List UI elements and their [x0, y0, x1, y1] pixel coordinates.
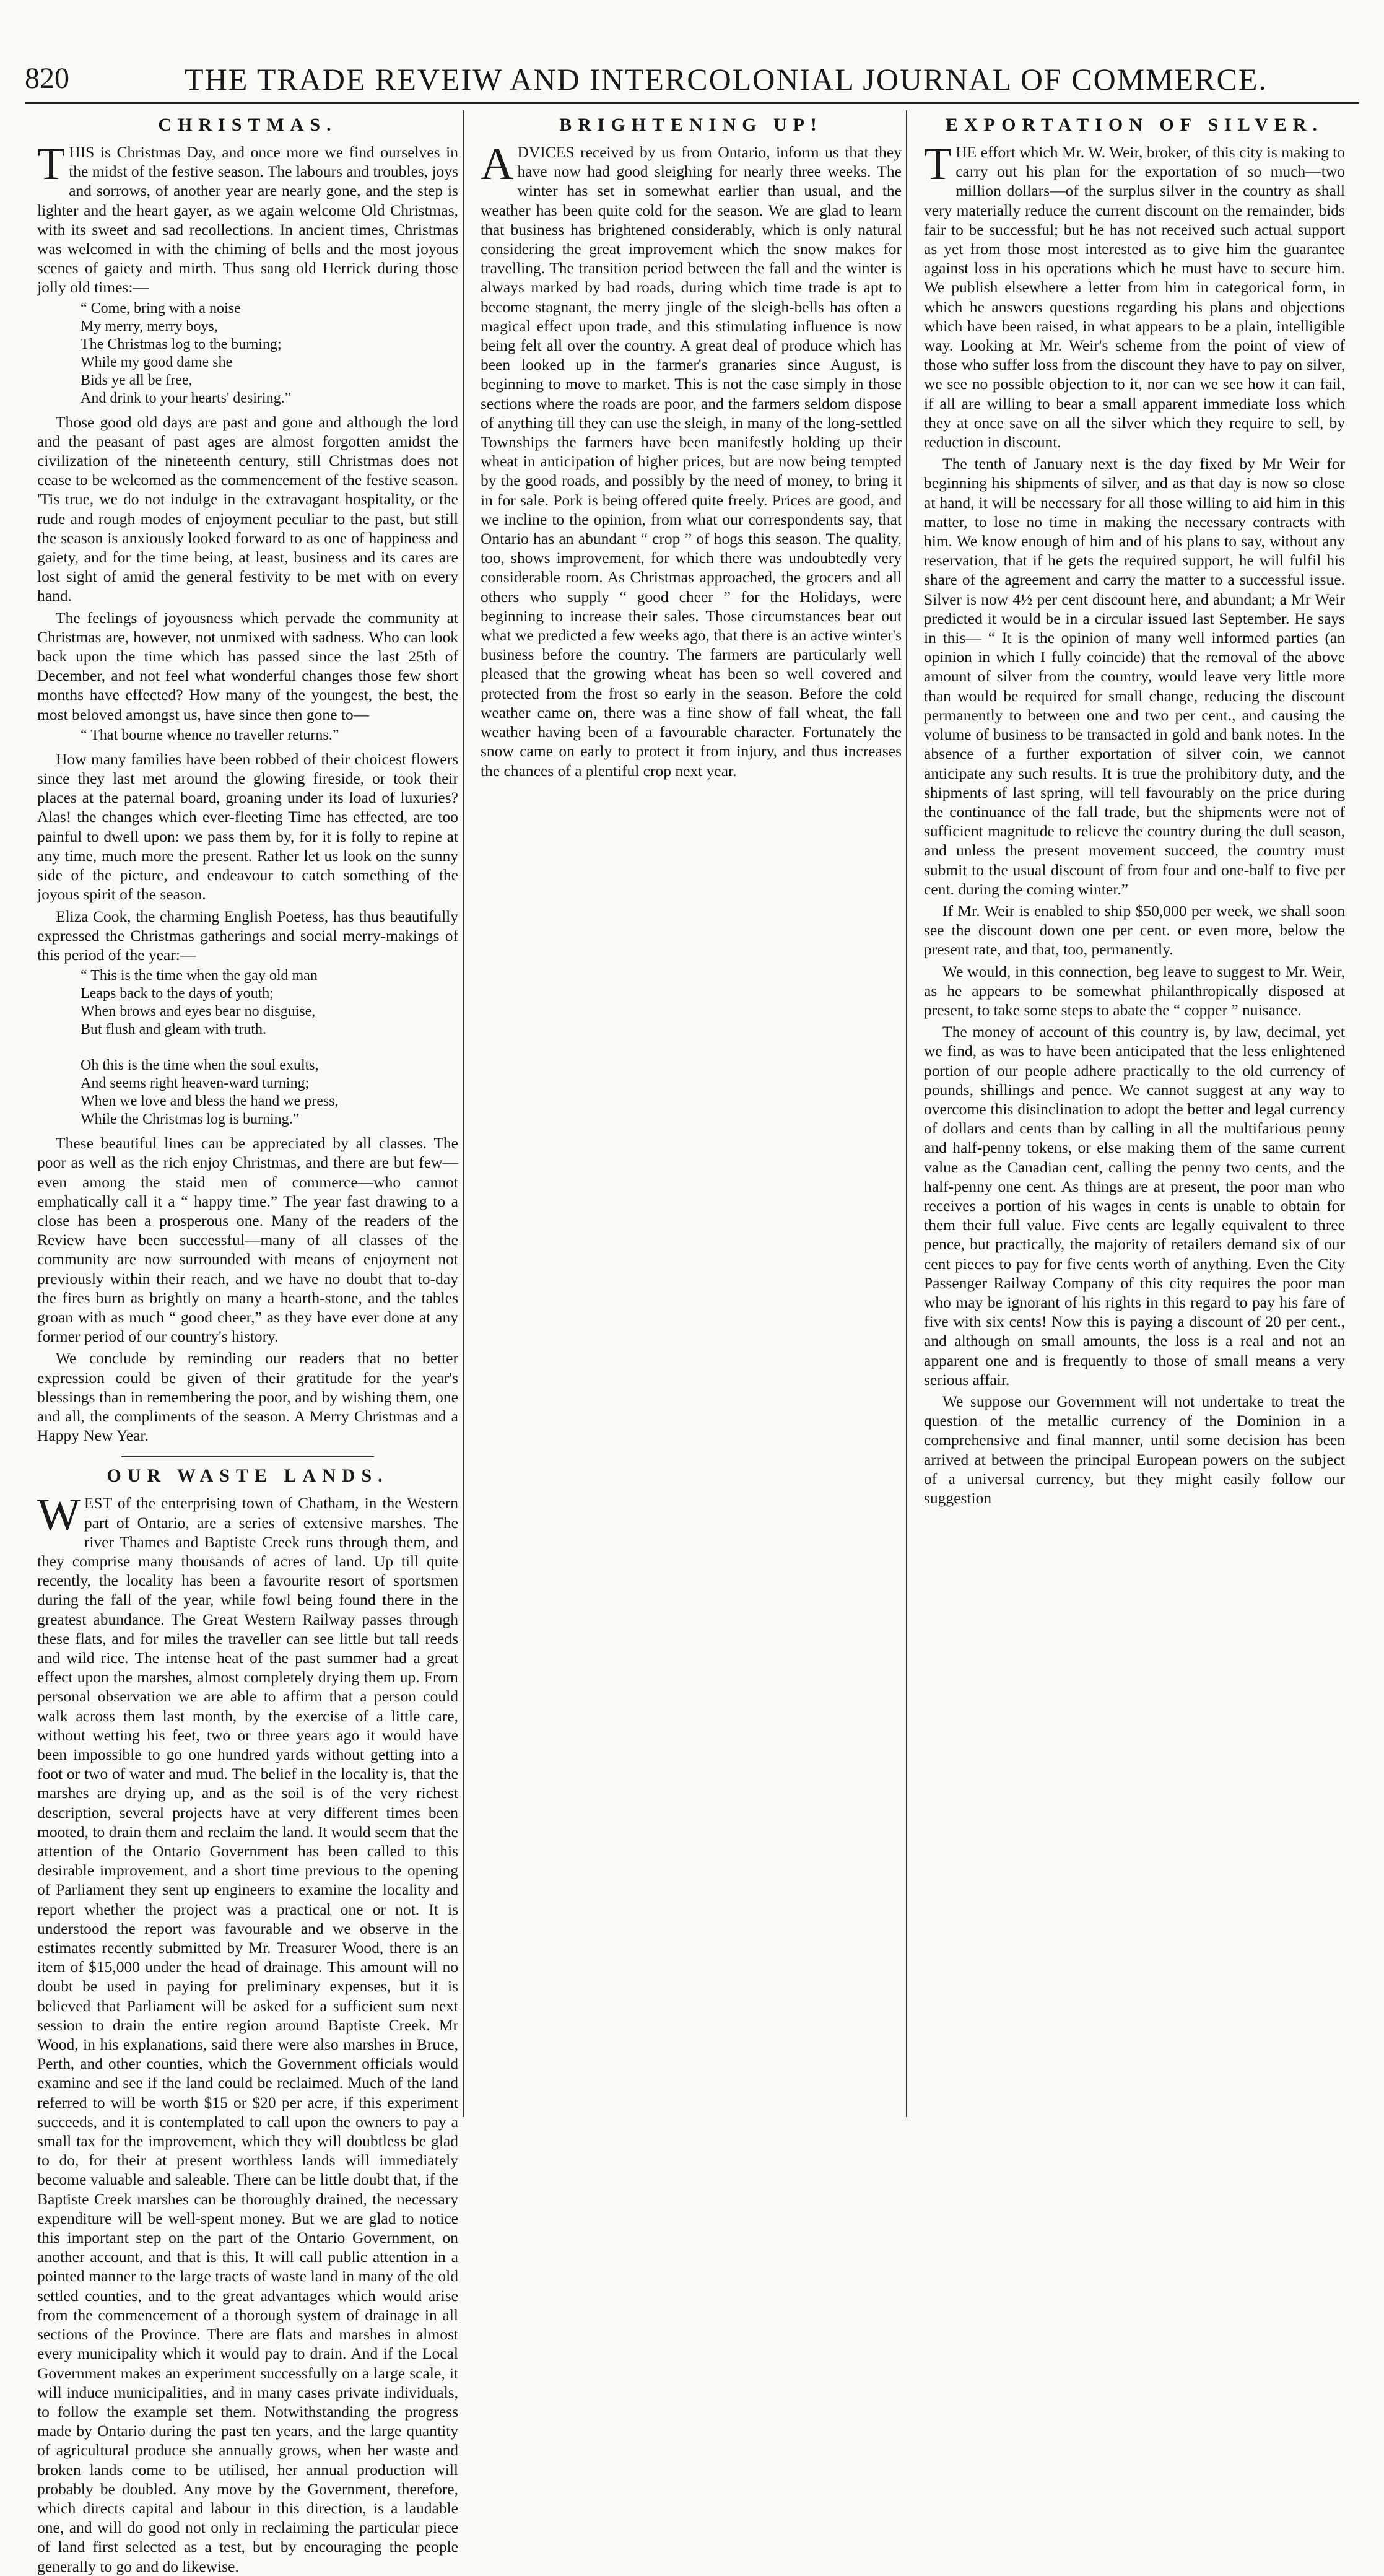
- paragraph: We suppose our Government will not undertake to treat the question of the metallic currency of the Dominion in a comprehensive and final manner, until some decision has been arrived at between the principal European powers on the subject of a universal currency, but they might easily follow our suggestion: [924, 1392, 1345, 1508]
- page-number: 820: [25, 62, 69, 95]
- paragraph: The feelings of joyousness which pervade the community at Christmas are, however, not unmixed with sadness. Who can look back upon the time which has passed since the last 25th of December, and not feel what wonderful changes those few short months have effected? How many of the youngest, the best, the most beloved amongst us, have since then gone to—: [37, 608, 458, 723]
- column-2: [481, 110, 902, 2117]
- paragraph: The money of account of this country is, by law, decimal, yet we find, as was to have been anticipated that the less enlightened portion of our people adhere practically to the old currency of pounds, shillings and pence. We cannot suggest at any way to overcome this disinclination to adopt the better and legal currency of dollars and cents than by calling in all the multifarious penny and half-penny tokens, or else making them of the same current value as the Canadian cent, calling the penny two cents, and the half-penny one cent. As things are at present, the poor man who receives a portion of his wages in cents is unable to obtain for them their full value. Five cents are legally equivalent to three pence, but practically, the majority of retailers demand six of our cent pieces to pay for five cents worth of anything. Even the City Passenger Railway Company of this city requires the poor man who may be ignorant of his rights in this regard to pay his fare of five with six cents! Now this is paying a discount of 20 per cent., and although on small amounts, the loss is a real and not an apparent one and is frequently to those of small means a very serious affair.: [924, 1023, 1345, 1389]
- verse-herrick: “ Come, bring with a noise My merry, merry boys, The Christmas log to the burning; While my good dame she Bids ye all be free, And drink to your hearts' desiring.”: [81, 300, 292, 406]
- drop-cap: T: [924, 139, 952, 190]
- journal-title: THE TRADE REVEIW AND INTERCOLONIAL JOURNAL OF COMMERCE.: [185, 62, 1268, 97]
- paragraph: The tenth of January next is the day fixed by Mr Weir for beginning his shipments of silver, and as that day is now so close at hand, it will be necessary for all those willing to aid him in this matter, to lose no time in making the necessary contracts with him. We know enough of him and of his plans to say, without any reservation, that if he gets the required support, he will fulfil his share of the agreement and carry the matter to a successful issue. Silver is now 4½ per cent discount here, and abundant; a Mr Weir predicted it would be in a circular issued last September. He says in this— “ It is the opinion of many well informed parties (an opinion in which I fully coincide) that the removal of the above amount of silver from the country, would leave very little more than would be required for small change, reducing the discount permanently to between one and two per cent., and causing the volume of business to be transacted in gold and bank notes. In the absence of a further exportation of silver coin, we cannot anticipate any such results. It is true the prohibitory duty, and the shipments of last spring, will tell favourably on the price during the continuance of the fall trade, but the shipments were not of sufficient magnitude to relieve the country during the dull season, and unless the present movement succeed, the country must submit to the usual discount of from four and one-half to five per cent. during the coming winter.”: [924, 455, 1345, 898]
- article-brightening-up: [481, 114, 902, 780]
- paragraph: Those good old days are past and gone and although the lord and the peasant of past ages are almost forgotten amidst the civilization of the nineteenth century, still Christmas does not cease to be welcomed as the commencement of the festive season. 'Tis true, we do not indulge in the extravagant hospitality, or the rude and rough modes of enjoyment peculiar to the past, but still the season is anxiously looked forward to as one of happiness and gaiety, and for the time being, at least, business and its cares are lost sight of amid the general festivity to be met with on every hand.: [37, 413, 458, 605]
- masthead: [25, 59, 1359, 104]
- article-exportation-of-silver: [924, 114, 1345, 1508]
- paragraph-text: HE effort which Mr. W. Weir, broker, of this city is making to carry out his plan for the exportation of so much—two million dollars—of the surplus silver in the country as shall very materially reduce the current discount on the remainder, bids fair to be successful; but he has not received such actual support as yet from those most interested as to give him the guarantee against loss in his operations which he must have to secure him. We publish elsewhere a letter from him in categorical form, in which he answers questions regarding his plans and objections which have been raised, in what appears to be a plain, intelligible way. Looking at Mr. Weir's scheme from the point of view of those who suffer loss from the discount they have to pay on silver, we see no possible objection to it, nor can we see how it can fail, if all are willing to bear a small apparent immediate loss which they at once save on all the silver which they require to sell, by reduction in discount.: [924, 143, 1345, 452]
- paragraph: These beautiful lines can be appreciated by all classes. The poor as well as the rich enjoy Christmas, and there are but few—even among the staid men of commerce—who cannot emphatically call it a “ happy time.” The year fast drawing to a close has been a prosperous one. Many of the readers of the Review have been successful—many of all classes of the community are now surrounded with means of enjoyment not previously within their reach, and we have no doubt that to-day the fires burn as brightly on many a hearth-stone, and the tables groan with as much “ good cheer,” as they have ever done at any former period of our country's history.: [37, 1134, 458, 1346]
- paragraph-text: EST of the enterprising town of Chatham, in the Western part of Ontario, are a series of extensive marshes. The river Thames and Baptiste Creek runs through them, and they comprise many thousands of acres of land. Up till quite recently, the locality has been a favourite resort of sportsmen during the fall of the year, while fowl being found there in the greatest abundance. The Great Western Railway passes through these flats, and for miles the traveller can see little but tall reeds and wild rice. The intense heat of the past summer had a great effect upon the marshes, almost completely drying them up. From personal observation we are able to affirm that a person could walk across them last month, by the exercise of a little care, without wetting his feet, two or three years ago it would have been impossible to go one hundred yards without getting into a foot or two of water and mud. The belief in the locality is, that the marshes are drying up, and as the soil is of the very richest description, several projects have at very different times been mooted, to drain them and reclaim the land. It would seem that the attention of the Ontario Government has been called to this desirable improvement, and a short time previous to the opening of Parliament they sent up engineers to examine the locality and report whether the project was a practical one or not. It is understood the report was favourable and we observe in the estimates recently submitted by Mr. Treasurer Wood, there is an item of $15,000 under the head of drainage. This amount will no doubt be used in paying for preliminary expenses, but it is believed that Parliament will be asked for a sufficient sum next session to drain the entire region around Baptiste Creek. Mr Wood, in his explanations, said there were also marshes in Bruce, Perth, and other counties, which the Government officials would examine and see if the land could be reclaimed. Much of the land referred to will be worth $15 or $20 per acre, if this experiment succeeds, and it is contemplated to call upon the owners to pay a small tax for the improvement, which they will doubtless be glad to do, for their at present worthless lands will immediately become valuable and saleable. There can be little doubt that, if the Baptiste Creek marshes can be thoroughly drained, the necessary expenditure will be well-spent money. But we are glad to notice this important step on the part of the Ontario Government, on another account, and that is this. It will call public attention in a pointed manner to the large tracts of waste land in many of the old settled counties, and to the great advantages which would arise from the commencement of a thorough system of drainage in all sections of the Province. There are flats and marshes in almost every municipality which it would pay to drain. And if the Local Government makes an experiment successfully on a large scale, it will induce municipalities, and in many cases private individuals, to follow the example set them. Notwithstanding the progress made by Ontario during the past ten years, and the large quantity of agricultural produce she annually grows, when her waste and broken lands come to be utilised, her annual production will probably be doubled. Any move by the Government, therefore, which directs capital and labour in this direction, is a laudable one, and will do good not only in reclaiming the particular piece of land first selected as a test, but by encouraging the people generally to go and do likewise.: [37, 1494, 458, 2575]
- paragraph: We would, in this connection, beg leave to suggest to Mr. Weir, as he appears to be somewhat philanthropically disposed at present, to take some steps to abate the “ copper ” nuisance.: [924, 962, 1345, 1019]
- article-christmas: [37, 114, 458, 1445]
- paragraph: We conclude by reminding our readers that no better expression could be given of their gratitude for the year's blessings than in remembering the poor, and by wishing them, one and all, the compliments of the season. A Merry Christmas and a Happy New Year.: [37, 1349, 458, 1445]
- article-heading-silver: EXPORTATION OF SILVER.: [946, 115, 1323, 135]
- column-rule-1: [463, 110, 464, 2117]
- column-rule-2: [906, 110, 907, 2117]
- drop-cap: A: [481, 139, 514, 190]
- column-1: [37, 110, 458, 2575]
- article-heading-waste-lands: OUR WASTE LANDS.: [107, 1465, 389, 1487]
- paragraph: [481, 139, 902, 780]
- paragraph: [37, 1490, 458, 2575]
- paragraph-text: DVICES received by us from Ontario, inform us that they have now had good sleighing for nearly three weeks. The winter has set in somewhat earlier than usual, and the weather has been quite cold for the season. We are glad to learn that business has brightened considerably, which is only natural considering the great improvement which the snow makes for travelling. The transition period between the fall and the winter is always marked by bad roads, during which time trade is apt to become stagnant, the merry jingle of the sleigh-bells has often a magical effect upon trade, and this stimulating influence is now being felt all over the country. A great deal of produce which has been looked up in the farmer's granaries since August, is beginning to move to market. This is not the case simply in those sections where the roads are poor, and the farmers seldom dispose of anything till they can use the sleigh, in many of the long-settled Townships the farmers have been manifestly holding up their wheat in anticipation of higher prices, but are now being tempted by the good roads, and possibly by the need of money, to bring it in for sale. Pork is being offered quite freely. Prices are good, and we incline to the opinion, from what our correspondents say, that Ontario has an abundant “ crop ” of hogs this season. The quality, too, shows improvement, for which there was undoubtedly very considerable room. As Christmas approached, the grocers and all others who supply “ good cheer ” for the Holidays, were beginning to increase their sales. Those circumstances bear out what we predicted a few weeks ago, that there is an active winter's business before the country. The farmers are particularly well pleased that the growing wheat has been so well covered and protected from the frost so early in the season. Before the cold weather came on, there was a fine show of fall wheat, the fall weather having been of a favourable character. Fortunately the snow came on early to protect it from injury, and thus increases the chances of a plentiful crop next year.: [481, 143, 902, 780]
- article-heading-brightening-up: BRIGHTENING UP!: [559, 115, 823, 135]
- article-waste-lands-start: [37, 1465, 458, 2575]
- article-heading-christmas: CHRISTMAS.: [158, 115, 337, 135]
- drop-cap: W: [37, 1490, 81, 1541]
- paragraph-text: HIS is Christmas Day, and once more we find ourselves in the midst of the festive season. The labours and troubles, joys and sorrows, of another year are nearly gone, and the step is lighter and the heart gayer, as we again welcome Old Christmas, with its sweet and sad recollections. In ancient times, Christmas was welcomed in with the chiming of bells and the most joyous scenes of gaiety and mirth. Thus sang old Herrick during those jolly old times:—: [37, 143, 458, 297]
- drop-cap: T: [37, 139, 66, 190]
- verse-eliza-cook: “ This is the time when the gay old man Leaps back to the days of youth; When brows and eyes bear no disguise, But flush and gleam with truth. Oh this is the time when the soul exults, And seems right heaven-ward turning; When we love and bless the hand we press, While the Christmas log is burning.”: [81, 967, 339, 1128]
- column-3: [924, 110, 1345, 2117]
- paragraph: If Mr. Weir is enabled to ship $50,000 per week, we shall soon see the discount down one per cent. or even more, below the present rate, and that, too, permanently.: [924, 901, 1345, 959]
- verse-quote: “ That bourne whence no traveller returns.”: [81, 727, 339, 743]
- paragraph: [924, 139, 1345, 452]
- paragraph: [37, 139, 458, 297]
- section-divider: [121, 1456, 374, 1457]
- paragraph: How many families have been robbed of their choicest flowers since they last met around the glowing fireside, or took their places at the paternal board, groaning under its load of luxuries? Alas! the changes which ever-fleeting Time has effected, are too painful to dwell upon: we pass them by, for it is folly to repine at any time, much more the present. Rather let us look on the sunny side of the picture, and endeavour to catch something of the joyous spirit of the season.: [37, 749, 458, 904]
- paragraph: Eliza Cook, the charming English Poetess, has thus beautifully expressed the Christmas gatherings and social merry-makings of this period of the year:—: [37, 907, 458, 964]
